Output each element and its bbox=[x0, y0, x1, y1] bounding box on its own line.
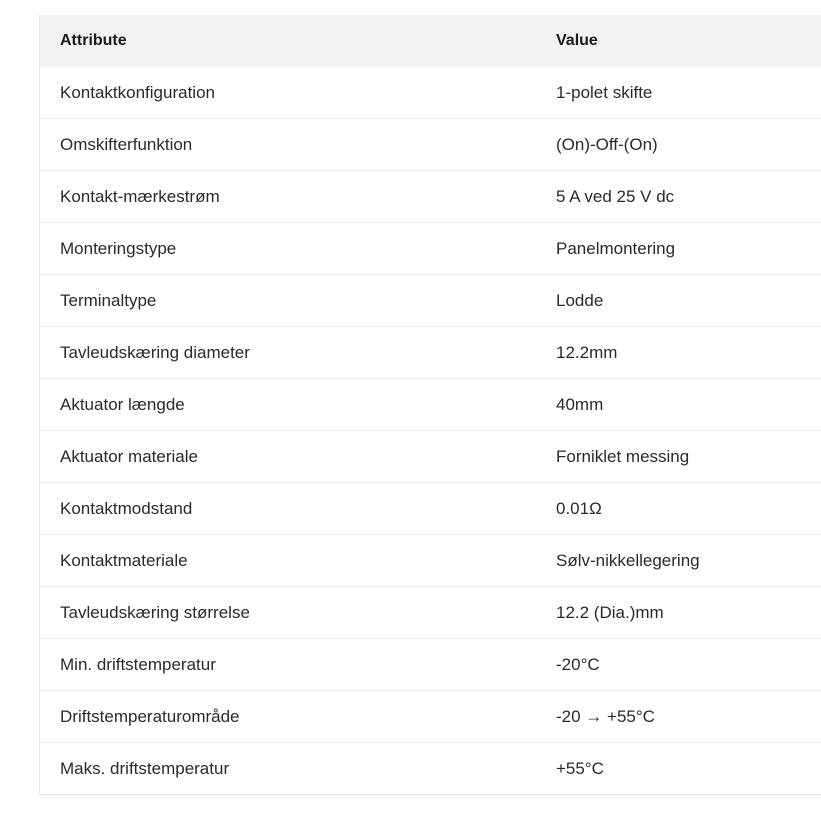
value-cell: Panelmontering bbox=[556, 238, 676, 258]
value-cell: 1-polet skifte bbox=[556, 82, 653, 102]
attribute-cell: Kontakt-mærkestrøm bbox=[60, 186, 220, 206]
attribute-cell: Terminaltype bbox=[60, 290, 157, 310]
attribute-cell: Tavleudskæring diameter bbox=[60, 342, 250, 362]
value-cell: (On)-Off-(On) bbox=[556, 134, 658, 154]
value-cell: Sølv-nikkellegering bbox=[556, 550, 700, 570]
header-value: Value bbox=[556, 32, 598, 49]
table-row bbox=[40, 639, 821, 691]
table-header-row bbox=[40, 15, 821, 67]
attribute-cell: Monteringstype bbox=[60, 238, 177, 258]
table-row bbox=[40, 171, 821, 223]
table-row bbox=[40, 223, 821, 275]
value-cell: Forniklet messing bbox=[556, 446, 690, 466]
table-row bbox=[40, 483, 821, 535]
attribute-cell: Kontaktkonfiguration bbox=[60, 82, 215, 102]
value-cell: 12.2 (Dia.)mm bbox=[556, 602, 664, 622]
value-cell: 5 A ved 25 V dc bbox=[556, 186, 675, 206]
attribute-cell: Kontaktmodstand bbox=[60, 498, 193, 518]
table-row bbox=[40, 431, 821, 483]
attribute-cell: Kontaktmateriale bbox=[60, 550, 188, 570]
table-row bbox=[40, 691, 821, 743]
value-cell: 0.01Ω bbox=[556, 498, 602, 518]
table-row bbox=[40, 119, 821, 171]
value-cell: Lodde bbox=[556, 290, 604, 310]
table-row bbox=[40, 275, 821, 327]
value-cell: +55°C bbox=[556, 758, 604, 778]
table-row bbox=[40, 587, 821, 639]
attribute-cell: Omskifterfunktion bbox=[60, 134, 193, 154]
table-row bbox=[40, 379, 821, 431]
table-row bbox=[40, 743, 821, 795]
value-cell: -20°C bbox=[556, 654, 600, 674]
attribute-cell: Aktuator længde bbox=[60, 394, 185, 414]
header-attribute: Attribute bbox=[60, 32, 127, 49]
table-row bbox=[40, 67, 821, 119]
spec-table bbox=[39, 15, 821, 795]
value-cell: 40mm bbox=[556, 394, 604, 414]
table-body bbox=[40, 67, 821, 795]
value-cell: 12.2mm bbox=[556, 342, 618, 362]
attribute-cell: Maks. driftstemperatur bbox=[60, 758, 230, 778]
table-row bbox=[40, 327, 821, 379]
value-cell: -20 → +55°C bbox=[556, 706, 655, 726]
attribute-cell: Min. driftstemperatur bbox=[60, 654, 216, 674]
table-row bbox=[40, 535, 821, 587]
attribute-cell: Tavleudskæring størrelse bbox=[60, 602, 250, 622]
attribute-cell: Driftstemperaturområde bbox=[60, 706, 240, 726]
attribute-cell: Aktuator materiale bbox=[60, 446, 198, 466]
